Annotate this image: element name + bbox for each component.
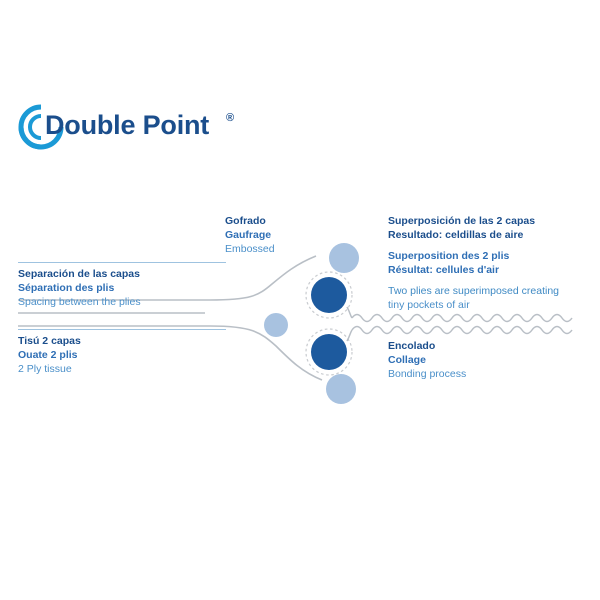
label-separation-line1: Separación de las capas bbox=[18, 268, 140, 280]
label-superposition-line5: Two plies are superimposed creating bbox=[388, 285, 560, 298]
label-tissue-line2: Ouate 2 plis bbox=[18, 348, 78, 361]
label-two-ply-tissue bbox=[18, 335, 233, 377]
label-bonding bbox=[388, 340, 588, 382]
label-embossed-line2: Gaufrage bbox=[225, 228, 272, 241]
logo-registered-mark: ® bbox=[226, 112, 235, 124]
label-superposition-line4: Résultat: cellules d'air bbox=[388, 263, 500, 276]
label-tissue-line3: 2 Ply tissue bbox=[18, 362, 72, 375]
label-tissue-line1: Tisú 2 capas bbox=[18, 335, 81, 347]
label-superposition-line1: Superposición de las 2 capas bbox=[388, 215, 536, 227]
label-superposition-line6: tiny pockets of air bbox=[388, 299, 470, 312]
embossed-dot-lower bbox=[306, 329, 352, 375]
embossed-dot-upper bbox=[306, 272, 352, 318]
label-superposition-line2: Resultado: celdillas de aire bbox=[388, 228, 524, 241]
label-bonding-line2: Collage bbox=[388, 353, 426, 366]
ply-dot-middle-plain bbox=[264, 313, 288, 337]
label-embossed-line1: Gofrado bbox=[225, 215, 266, 227]
label-separation-line3: Spacing between the plies bbox=[18, 295, 141, 308]
divider-top bbox=[18, 262, 226, 263]
band-connectors bbox=[347, 307, 352, 341]
logo-text: Double Point bbox=[45, 110, 210, 140]
label-separation-line2: Séparation des plis bbox=[18, 281, 115, 294]
label-superposition-line3: Superposition des 2 plis bbox=[388, 249, 510, 262]
label-embossed-line3: Embossed bbox=[225, 242, 275, 255]
label-superposition bbox=[388, 215, 593, 313]
bonded-wavy-band bbox=[352, 315, 572, 334]
divider-bottom bbox=[18, 329, 226, 330]
label-separation-of-plies bbox=[18, 268, 233, 310]
label-bonding-line3: Bonding process bbox=[388, 367, 467, 380]
label-bonding-line1: Encolado bbox=[388, 340, 436, 352]
ply-dot-lower-plain bbox=[326, 374, 356, 404]
label-embossed bbox=[225, 215, 375, 257]
